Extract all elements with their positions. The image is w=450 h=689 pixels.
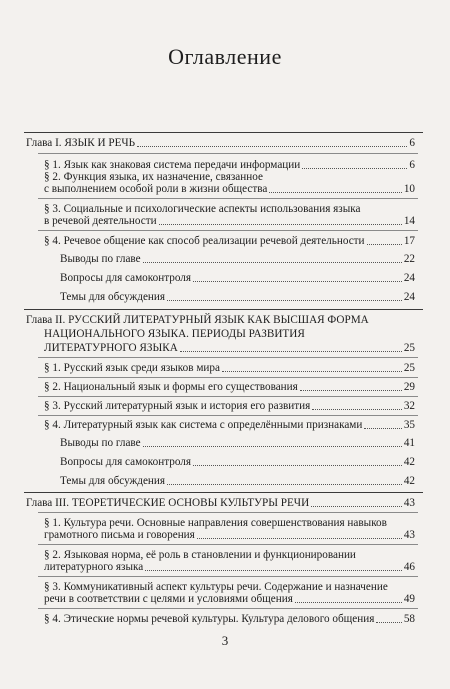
ch2-topics xyxy=(60,474,415,488)
ch2-section-2-page: 29 xyxy=(403,381,415,393)
chapter-2-page: 25 xyxy=(403,342,415,354)
entry-divider xyxy=(38,415,418,416)
entry-divider xyxy=(38,357,418,358)
chapter-2-title-line2: НАЦИОНАЛЬНОГО ЯЗЫКА. ПЕРИОДЫ РАЗВИТИЯ xyxy=(44,328,305,340)
ch1-summary-page: 22 xyxy=(403,253,415,265)
ch3-section-2-line1: § 2. Языковая норма, её роль в становлении и функционировании xyxy=(44,549,356,561)
chapter-1-heading xyxy=(26,136,415,150)
ch2-section-3-title: § 3. Русский литературный язык и история его развития xyxy=(44,400,311,412)
ch2-section-1-page: 25 xyxy=(403,362,415,374)
ch3-section-1-page: 43 xyxy=(403,529,415,541)
entry-divider xyxy=(38,198,418,199)
chapter-2-title-line1: Глава II. РУССКИЙ ЛИТЕРАТУРНЫЙ ЯЗЫК КАК ВЫСШАЯ ФОРМА xyxy=(26,314,369,326)
ch2-section-3 xyxy=(44,399,415,413)
ch3-section-4-title: § 4. Этические нормы речевой культуры. Культура делового общения xyxy=(44,613,375,625)
ch2-section-2-title: § 2. Национальный язык и формы его существования xyxy=(44,381,298,393)
ch2-section-2 xyxy=(44,380,415,394)
page-number: 3 xyxy=(221,633,229,648)
ch3-section-1-line2: грамотного письма и говорения xyxy=(44,529,195,541)
ch2-summary-page: 41 xyxy=(403,437,415,449)
toc-title: Оглавление xyxy=(168,44,282,69)
ch1-section-3-page: 14 xyxy=(403,215,415,227)
ch3-section-1 xyxy=(44,528,415,542)
ch2-questions-title: Вопросы для самоконтроля xyxy=(60,456,191,468)
ch1-summary xyxy=(60,252,415,266)
ch3-section-2-line2: литературного языка xyxy=(44,561,144,573)
chapter-1-title: Глава I. ЯЗЫК И РЕЧЬ xyxy=(26,137,136,149)
entry-divider xyxy=(38,544,418,545)
ch1-section-2-line2: с выполнением особой роли в жизни общества xyxy=(44,183,268,195)
ch2-section-4-title: § 4. Литературный язык как система с определёнными признаками xyxy=(44,419,363,431)
ch1-section-4 xyxy=(44,234,415,248)
ch1-questions-title: Вопросы для самоконтроля xyxy=(60,272,191,284)
entry-divider xyxy=(38,396,418,397)
ch1-section-3-line1: § 3. Социальные и психологические аспекты использования языка xyxy=(44,203,361,215)
chapter-2-heading xyxy=(44,341,415,355)
chapter-3-title: Глава III. ТЕОРЕТИЧЕСКИЕ ОСНОВЫ КУЛЬТУРЫ РЕЧИ xyxy=(26,497,310,509)
ch1-section-4-page: 17 xyxy=(403,235,415,247)
ch1-section-2-page: 10 xyxy=(403,183,415,195)
ch1-summary-title: Выводы по главе xyxy=(60,253,141,265)
chapter-divider xyxy=(24,492,423,493)
ch2-summary-title: Выводы по главе xyxy=(60,437,141,449)
ch1-questions xyxy=(60,271,415,285)
ch1-section-3 xyxy=(44,214,415,228)
entry-divider xyxy=(38,230,418,231)
ch2-questions xyxy=(60,455,415,469)
ch2-summary xyxy=(60,436,415,450)
ch3-section-4 xyxy=(44,612,415,626)
chapter-3-heading xyxy=(26,496,415,510)
ch2-questions-page: 42 xyxy=(403,456,415,468)
entry-divider xyxy=(38,377,418,378)
ch3-section-3-line1: § 3. Коммуникативный аспект культуры речи. Содержание и назначение xyxy=(44,581,388,593)
ch1-topics-page: 24 xyxy=(403,291,415,303)
ch1-section-1-title: § 1. Язык как знаковая система передачи информации xyxy=(44,159,301,171)
ch3-section-1-line1: § 1. Культура речи. Основные направления совершенствования навыков xyxy=(44,517,387,529)
ch1-topics xyxy=(60,290,415,304)
ch1-section-4-title: § 4. Речевое общение как способ реализации речевой деятельности xyxy=(44,235,365,247)
ch2-section-4 xyxy=(44,418,415,432)
ch1-questions-page: 24 xyxy=(403,272,415,284)
ch3-section-2 xyxy=(44,560,415,574)
ch2-topics-page: 42 xyxy=(403,475,415,487)
entry-divider xyxy=(38,153,418,154)
ch1-section-3-line2: в речевой деятельности xyxy=(44,215,157,227)
ch2-topics-title: Темы для обсуждения xyxy=(60,475,166,487)
chapter-1-page: 6 xyxy=(409,137,415,149)
ch2-section-3-page: 32 xyxy=(403,400,415,412)
entry-divider xyxy=(38,608,418,609)
ch3-section-3-page: 49 xyxy=(403,593,415,605)
ch1-topics-title: Темы для обсуждения xyxy=(60,291,166,303)
ch2-section-4-page: 35 xyxy=(403,419,415,431)
chapter-divider xyxy=(24,132,423,133)
ch2-section-1 xyxy=(44,361,415,375)
ch3-section-3 xyxy=(44,592,415,606)
ch1-section-1-page: 6 xyxy=(409,159,415,171)
entry-divider xyxy=(38,512,418,513)
ch3-section-3-line2: речи в соответствии с целями и условиями общения xyxy=(44,593,293,605)
chapter-2-title-line3: ЛИТЕРАТУРНОГО ЯЗЫКА xyxy=(44,342,178,354)
ch3-section-4-page: 58 xyxy=(403,613,415,625)
chapter-divider xyxy=(24,309,423,310)
ch1-section-2-line1: § 2. Функция языка, их назначение, связанное xyxy=(44,171,263,183)
ch1-section-2 xyxy=(44,182,415,196)
chapter-3-page: 43 xyxy=(403,497,415,509)
entry-divider xyxy=(38,576,418,577)
ch3-section-2-page: 46 xyxy=(403,561,415,573)
ch2-section-1-title: § 1. Русский язык среди языков мира xyxy=(44,362,220,374)
